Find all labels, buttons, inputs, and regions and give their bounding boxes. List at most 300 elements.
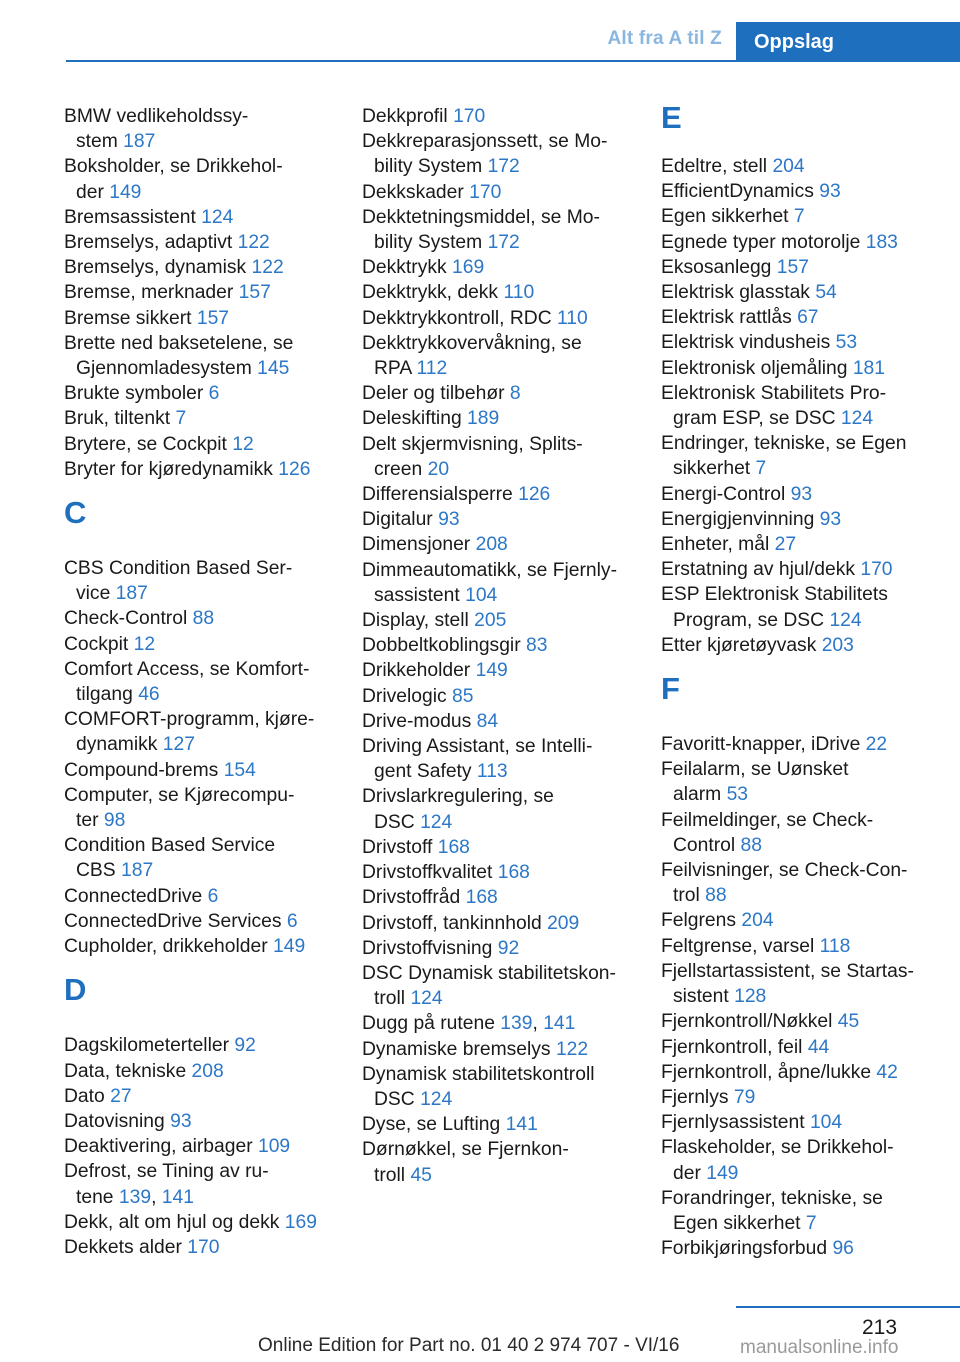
page-reference-link[interactable]: 208 <box>191 1060 224 1082</box>
index-term: Energigjenvinning <box>661 508 820 530</box>
index-term: Dimmeautomatikk, se Fjernly- <box>362 559 617 581</box>
index-term: Dagskilometerteller <box>64 1035 235 1057</box>
page-reference-link[interactable]: 189 <box>467 408 500 430</box>
index-column-2 <box>362 104 647 1188</box>
page-reference-link[interactable]: 149 <box>475 660 508 682</box>
index-term: Elektrisk rattlås <box>661 307 798 329</box>
index-term: Eksosanlegg <box>661 256 777 278</box>
index-term: bility System <box>374 232 488 254</box>
index-entry <box>362 961 647 1011</box>
page-reference-link[interactable]: 169 <box>284 1211 317 1233</box>
index-term: Fjernkontroll/Nøkkel <box>661 1011 838 1033</box>
page-reference-link[interactable]: 110 <box>503 282 535 304</box>
section-title: Alt fra A til Z <box>607 28 722 49</box>
page-reference-link[interactable]: 92 <box>234 1035 256 1057</box>
index-entry <box>362 432 647 482</box>
index-term: Program, se DSC <box>673 609 830 631</box>
page-reference-link[interactable]: 203 <box>821 634 854 656</box>
index-term: der <box>673 1162 707 1184</box>
index-term: Fjernlysassistent <box>661 1112 810 1134</box>
index-entry <box>64 306 349 331</box>
index-term: Drivstoffkvalitet <box>362 862 498 884</box>
page-reference-link[interactable]: 157 <box>196 307 230 329</box>
index-term: ConnectedDrive Services <box>64 910 287 932</box>
index-term: sikkerhet <box>673 458 756 480</box>
index-entry <box>64 154 349 204</box>
index-entry <box>661 1135 946 1185</box>
index-term: troll <box>374 988 411 1010</box>
page-reference-link[interactable]: 181 <box>852 357 885 379</box>
page-reference-link[interactable]: 8 <box>509 383 521 405</box>
index-entry <box>661 179 946 204</box>
index-term: Dekktrykk, dekk <box>362 282 504 304</box>
page-reference-link[interactable]: 104 <box>809 1112 843 1134</box>
page-reference-link[interactable]: 20 <box>427 458 450 480</box>
index-term: Edeltre, stell <box>661 156 773 177</box>
page-reference-link[interactable]: 67 <box>797 307 819 329</box>
index-term: Dekktrykkontroll, RDC <box>362 307 557 329</box>
index-entry <box>661 356 946 381</box>
index-term: Egen sikkerhet <box>661 206 794 228</box>
page-reference-link[interactable]: 98 <box>103 810 126 832</box>
page-reference-link[interactable]: 44 <box>807 1036 830 1058</box>
page-reference-link[interactable]: 112 <box>416 358 448 380</box>
index-term: ConnectedDrive <box>64 885 208 907</box>
index-entry <box>362 885 647 910</box>
index-term: Bremselys, dynamisk <box>64 257 252 279</box>
page-reference-link[interactable]: 7 <box>793 206 805 228</box>
index-term: Dyse, se Lufting <box>362 1114 506 1136</box>
page-reference-link[interactable]: 27 <box>774 534 797 556</box>
index-term: tilgang <box>76 684 139 706</box>
index-term: Dekkets alder <box>64 1236 188 1258</box>
index-term: Driving Assistant, se Intelli- <box>362 736 593 758</box>
index-term: Feilvisninger, se Check-Con- <box>661 860 908 882</box>
page-reference-link[interactable]: 93 <box>438 509 460 531</box>
index-term: Comfort Access, se Komfort- <box>64 658 310 680</box>
index-term: Feltgrense, varsel <box>661 935 820 957</box>
page-reference-link[interactable]: 204 <box>741 910 774 932</box>
index-term: Dynamisk stabilitetskontroll <box>362 1063 595 1085</box>
index-entry <box>64 280 349 305</box>
index-entry <box>362 280 647 305</box>
index-column-3 <box>661 100 946 1261</box>
index-term: tene <box>76 1186 119 1208</box>
index-entry <box>64 606 349 631</box>
index-term: Bryter for kjøredynamikk <box>64 458 279 480</box>
index-entry <box>64 1033 349 1058</box>
index-term: Display, stell <box>362 610 475 632</box>
index-term: dynamikk <box>76 734 163 756</box>
index-entry <box>661 808 946 858</box>
index-entry <box>362 1112 647 1137</box>
page-reference-link[interactable]: 141 <box>543 1013 576 1035</box>
index-entry <box>362 860 647 885</box>
index-term: Dimensjoner <box>362 534 476 556</box>
page-reference-link[interactable]: 45 <box>837 1011 860 1033</box>
index-term: Compound-brems <box>64 759 224 781</box>
page-reference-link[interactable]: 126 <box>518 484 551 506</box>
page-reference-link[interactable]: 157 <box>238 282 271 304</box>
index-entry <box>661 507 946 532</box>
index-entry <box>362 1062 647 1112</box>
index-entry <box>64 381 349 406</box>
page-reference-link[interactable]: 168 <box>465 887 498 909</box>
page-reference-link[interactable]: 88 <box>740 834 762 856</box>
index-entry <box>362 1137 647 1187</box>
page-reference-link[interactable]: 92 <box>497 937 520 959</box>
page-reference-link[interactable]: 124 <box>420 811 453 833</box>
index-term: creen <box>374 458 428 480</box>
index-term: Deleskifting <box>362 408 468 430</box>
index-entry <box>64 909 349 934</box>
index-term: Delt skjermvisning, Splits- <box>362 433 583 455</box>
page-header <box>0 0 960 62</box>
index-term: sistent <box>673 986 735 1008</box>
index-term: Elektrisk vindusheis <box>661 332 836 354</box>
index-entry <box>362 936 647 961</box>
index-entry <box>64 657 349 707</box>
index-entry <box>661 934 946 959</box>
index-term: Elektrisk glasstak <box>661 282 816 304</box>
index-term: Dekkreparasjonssett, se Mo- <box>362 131 608 153</box>
page-reference-link[interactable]: 83 <box>526 635 548 657</box>
page-reference-link[interactable]: 139 <box>118 1186 152 1208</box>
index-term: bility System <box>374 156 488 178</box>
page-reference-link[interactable]: 145 <box>257 358 290 380</box>
page-reference-link[interactable]: 126 <box>278 458 311 480</box>
index-entry <box>661 381 946 431</box>
index-entry <box>64 406 349 431</box>
index-term: Differensialsperre <box>362 484 519 506</box>
page-reference-link[interactable]: 141 <box>505 1114 538 1136</box>
index-term: ter <box>76 810 104 832</box>
index-term: Drivstoffråd <box>362 887 466 909</box>
index-term: Fjernkontroll, åpne/lukke <box>661 1061 877 1083</box>
index-term: Computer, se Kjørecompu- <box>64 784 295 806</box>
index-term: Control <box>673 834 741 856</box>
index-entry <box>661 1009 946 1034</box>
page-reference-link[interactable]: 124 <box>201 206 234 228</box>
page-reference-link[interactable]: 93 <box>790 483 813 505</box>
page-reference-link[interactable]: 122 <box>237 232 270 254</box>
index-term: ESP Elektronisk Stabilitets <box>661 584 888 606</box>
page-reference-link[interactable]: 169 <box>452 257 485 279</box>
page-reference-link[interactable]: 204 <box>772 156 805 177</box>
page-reference-link[interactable]: 53 <box>726 784 749 806</box>
index-letter-heading: F <box>661 671 680 707</box>
index-entry <box>661 1110 946 1135</box>
index-term: Bruk, tiltenkt <box>64 408 176 430</box>
index-term: Drivslarkregulering, se <box>362 786 554 808</box>
index-entry <box>661 431 946 481</box>
index-entry <box>64 205 349 230</box>
page-reference-link[interactable]: 183 <box>865 231 898 253</box>
index-entry <box>64 331 349 381</box>
index-entry <box>661 858 946 908</box>
index-term: Egen sikkerhet <box>673 1212 806 1234</box>
page-reference-link[interactable]: 205 <box>474 610 507 632</box>
page-reference-link[interactable]: 6 <box>207 885 219 907</box>
index-term: CBS <box>76 860 122 882</box>
page-reference-link[interactable]: 209 <box>547 912 580 934</box>
index-entry <box>362 558 647 608</box>
page-reference-link[interactable]: 124 <box>840 408 874 430</box>
page-reference-link[interactable]: 12 <box>133 633 156 655</box>
page-reference-link[interactable]: 170 <box>187 1236 220 1258</box>
index-entry <box>362 911 647 936</box>
index-entry <box>661 732 946 757</box>
index-entry <box>64 255 349 280</box>
index-term: Enheter, mål <box>661 534 775 556</box>
page-reference-link[interactable]: 113 <box>476 761 508 783</box>
page-reference-link[interactable]: 85 <box>452 685 474 707</box>
index-term: stem <box>76 131 124 153</box>
footer-rule <box>736 1306 960 1308</box>
index-entry <box>362 482 647 507</box>
index-term: Fjernkontroll, feil <box>661 1036 808 1058</box>
page-reference-link[interactable]: 6 <box>286 910 298 932</box>
index-entry <box>64 783 349 833</box>
page-reference-link[interactable]: 88 <box>192 608 215 630</box>
index-term: Flaskeholder, se Drikkehol- <box>661 1137 894 1159</box>
index-term: gram ESP, se DSC <box>673 408 841 430</box>
index-term: Erstatning av hjul/dekk <box>661 559 861 581</box>
page-reference-link[interactable]: 118 <box>819 935 851 957</box>
index-term: Dekktrykk <box>362 257 452 279</box>
index-term: Egnede typer motorolje <box>661 231 866 253</box>
index-entry <box>661 1186 946 1236</box>
page-reference-link[interactable]: 109 <box>257 1136 291 1158</box>
index-entry <box>362 381 647 406</box>
index-term: Brette ned baksetelene, se <box>64 332 294 354</box>
index-term: Drivstoff, tankinnhold <box>362 912 548 934</box>
page-reference-link[interactable]: 93 <box>819 508 842 530</box>
page-reference-link[interactable]: 168 <box>437 836 470 858</box>
page-reference-link[interactable]: 149 <box>706 1162 739 1184</box>
index-term: Bremse sikkert <box>64 307 197 329</box>
index-entry <box>362 1011 647 1036</box>
index-entry <box>362 205 647 255</box>
page-reference-link[interactable]: 141 <box>161 1186 194 1208</box>
index-entry <box>362 1037 647 1062</box>
index-term: gent Safety <box>374 761 477 783</box>
index-entry <box>362 255 647 280</box>
index-entry <box>661 757 946 807</box>
index-term: Dekkskader <box>362 181 470 203</box>
index-term: Condition Based Service <box>64 835 276 857</box>
index-entry <box>661 633 946 658</box>
index-entry <box>661 1085 946 1110</box>
page-number: 213 <box>862 1316 898 1339</box>
index-entry <box>362 658 647 683</box>
page-reference-link[interactable]: 45 <box>410 1164 432 1186</box>
index-term: Bremse, merknader <box>64 282 239 304</box>
page-reference-link[interactable]: 88 <box>705 885 727 907</box>
edition-note: Online Edition for Part no. 01 40 2 974 707 - VI/16 <box>258 1335 680 1356</box>
index-term: Endringer, tekniske, se Egen <box>661 433 907 455</box>
page-reference-link[interactable]: 187 <box>115 583 148 605</box>
index-term: Deler og tilbehør <box>362 383 510 405</box>
page-reference-link[interactable]: 96 <box>832 1238 854 1260</box>
page-reference-link[interactable]: 187 <box>123 131 156 153</box>
page-reference-link[interactable]: 170 <box>453 106 486 127</box>
index-term: Fjellstartassistent, se Startas- <box>661 960 914 982</box>
page-reference-link[interactable]: 93 <box>170 1110 192 1132</box>
page-reference-link[interactable]: 7 <box>805 1212 817 1234</box>
chapter-tab[interactable]: Oppslag <box>736 22 960 62</box>
index-entry <box>661 154 946 179</box>
index-entry <box>64 1109 349 1134</box>
page-reference-link[interactable]: 124 <box>420 1088 453 1110</box>
page-reference-link[interactable]: 170 <box>469 181 502 203</box>
index-entry <box>64 707 349 757</box>
index-entry <box>661 532 946 557</box>
index-term: Bremselys, adaptivt <box>64 232 238 254</box>
index-entry <box>64 884 349 909</box>
index-term: Dekktrykkovervåkning, se <box>362 332 582 354</box>
page-reference-link[interactable]: 124 <box>829 609 862 631</box>
index-term: sassistent <box>374 584 466 606</box>
page-reference-link[interactable]: 7 <box>755 458 767 480</box>
page-reference-link[interactable]: 128 <box>734 986 767 1008</box>
index-entry <box>362 507 647 532</box>
index-entry <box>64 457 349 482</box>
page-reference-link[interactable]: 122 <box>251 257 284 279</box>
page-reference-link[interactable]: 12 <box>232 433 254 455</box>
index-term: Bremsassistent <box>64 206 202 228</box>
index-term: Dekk, alt om hjul og dekk <box>64 1211 285 1233</box>
index-term: Dekkprofil <box>362 106 454 127</box>
index-entry <box>362 835 647 860</box>
index-entry <box>64 934 349 959</box>
page-reference-link[interactable]: 79 <box>733 1086 756 1108</box>
page-reference-link[interactable]: 157 <box>776 256 809 278</box>
index-term: Feilalarm, se Uønsket <box>661 759 849 781</box>
index-entry <box>661 330 946 355</box>
index-term: Feilmeldinger, se Check- <box>661 809 874 831</box>
index-term: Check-Control <box>64 608 193 630</box>
page-reference-link[interactable]: 122 <box>555 1038 589 1060</box>
index-term: DSC <box>374 811 421 833</box>
ref-separator: , <box>532 1013 544 1035</box>
page-reference-link[interactable]: 149 <box>273 936 306 958</box>
index-term: Dato <box>64 1085 111 1107</box>
index-entry <box>362 406 647 431</box>
page-reference-link[interactable]: 6 <box>208 383 220 405</box>
index-term: Fjernlys <box>661 1086 734 1108</box>
index-term: vice <box>76 583 116 605</box>
index-term: Felgrens <box>661 910 742 932</box>
index-entry <box>661 1060 946 1085</box>
index-entry <box>661 1035 946 1060</box>
index-term: der <box>76 181 110 203</box>
index-term: Gjennomladesystem <box>76 358 258 380</box>
page-reference-link[interactable]: 53 <box>835 332 858 354</box>
index-entry <box>362 104 647 129</box>
page-reference-link[interactable]: 54 <box>815 282 837 304</box>
page-reference-link[interactable]: 154 <box>223 759 256 781</box>
index-entry <box>362 709 647 734</box>
page-reference-link[interactable]: 172 <box>487 156 520 178</box>
index-term: Elektronisk Stabilitets Pro- <box>661 382 887 404</box>
page-reference-link[interactable]: 7 <box>175 408 187 430</box>
index-entry <box>661 482 946 507</box>
page-reference-link[interactable]: 187 <box>121 860 154 882</box>
index-term: RPA <box>374 358 417 380</box>
index-entry <box>661 959 946 1009</box>
index-entry <box>362 129 647 179</box>
index-term: Dobbeltkoblingsgir <box>362 635 526 657</box>
index-term: Drivelogic <box>362 685 453 707</box>
index-term: Data, tekniske <box>64 1060 192 1082</box>
page-reference-link[interactable]: 104 <box>465 584 498 606</box>
header-rule <box>66 60 960 62</box>
index-entry <box>64 556 349 606</box>
index-term: Favoritt-knapper, iDrive <box>661 734 866 756</box>
index-entry <box>661 204 946 229</box>
index-entry <box>64 1235 349 1260</box>
index-entry <box>362 684 647 709</box>
index-term: Defrost, se Tining av ru- <box>64 1161 269 1183</box>
index-term: Datovisning <box>64 1110 171 1132</box>
index-entry <box>64 104 349 154</box>
index-entry <box>64 1084 349 1109</box>
index-entry <box>64 1059 349 1084</box>
index-entry <box>64 632 349 657</box>
index-entry <box>362 784 647 834</box>
page-reference-link[interactable]: 22 <box>865 734 888 756</box>
page-reference-link[interactable]: 208 <box>475 534 508 556</box>
index-term: Energi-Control <box>661 483 791 505</box>
index-entry <box>64 833 349 883</box>
index-entry <box>362 734 647 784</box>
index-term: Brukte symboler <box>64 383 209 405</box>
index-term: Brytere, se Cockpit <box>64 433 233 455</box>
page-reference-link[interactable]: 27 <box>110 1085 132 1107</box>
page-reference-link[interactable]: 139 <box>500 1013 533 1035</box>
index-term: Drivstoff <box>362 836 438 858</box>
page-reference-link[interactable]: 172 <box>487 232 520 254</box>
page-reference-link[interactable]: 42 <box>876 1061 898 1083</box>
page-reference-link[interactable]: 170 <box>860 559 893 581</box>
page-reference-link[interactable]: 93 <box>819 181 841 203</box>
page-reference-link[interactable]: 110 <box>557 307 588 329</box>
index-term: BMW vedlikeholdssy- <box>64 106 249 127</box>
index-term: Cupholder, drikkeholder <box>64 936 274 958</box>
index-term: Drikkeholder <box>362 660 476 682</box>
index-letter-heading: E <box>661 100 682 135</box>
index-term: Etter kjøretøyvask <box>661 634 822 656</box>
index-term: alarm <box>673 784 727 806</box>
page-reference-link[interactable]: 127 <box>162 734 195 756</box>
index-entry <box>661 230 946 255</box>
index-term: Dekktetningsmiddel, se Mo- <box>362 206 600 228</box>
index-entry <box>64 1159 349 1209</box>
page-reference-link[interactable]: 46 <box>138 684 160 706</box>
index-entry <box>362 180 647 205</box>
page-reference-link[interactable]: 84 <box>476 710 499 732</box>
page-reference-link[interactable]: 168 <box>497 862 530 884</box>
index-term: Drivstoffvisning <box>362 937 498 959</box>
index-letter-heading: D <box>64 972 87 1008</box>
index-term: Dørnøkkel, se Fjernkon- <box>362 1139 569 1161</box>
ref-separator: , <box>151 1186 162 1208</box>
index-term: Boksholder, se Drikkehol- <box>64 156 283 178</box>
page-reference-link[interactable]: 124 <box>410 988 443 1010</box>
page-reference-link[interactable]: 149 <box>109 181 142 203</box>
index-entry <box>64 432 349 457</box>
